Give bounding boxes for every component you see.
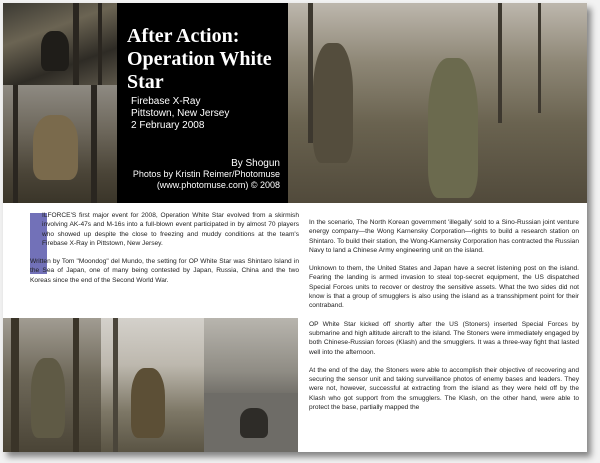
title-block	[117, 3, 288, 203]
photo-smoke-grenade	[101, 318, 204, 452]
photo-credit: Photos by Kristin Reimer/Photomuse	[132, 169, 280, 179]
event-location-line: Firebase X-Ray	[131, 96, 201, 107]
paragraph: At the end of the day, the Stoners were able to accomplish their objective of recovering and securing the sensor unit and taking surveillance photos of enemy bases and leaders. They were not, however, successful at extracting from the island as they were held off by the Klash who got support from the smugglers. The Klash, on the other hand, were able to protect the base, partially mapped the	[309, 366, 579, 412]
paragraph: Unknown to them, the United States and Japan have a secret listening post on the island. Fearing the landing is armed invasion to steal top-secret equipment, the US dispatched Special Forces units to recover or destroy the sensitive assets. What the two sides did not know is that a group of smugglers is also using the island as a transshipment point for their contraband.	[309, 265, 579, 310]
photo-sniper-in-ghillie	[3, 85, 117, 203]
paragraph: Written by Tom "Moondog" del Mundo, the setting for OP White Star was Shintaro Island in the Sea of Japan, one of many being contested by Japan, Russia, China and the two Koreas since the end of the Second World War.	[30, 258, 299, 284]
photo-player-behind-wall	[204, 318, 298, 452]
photo-soldier-with-rifle	[3, 318, 101, 452]
magazine-page	[3, 3, 587, 452]
article-column-right	[309, 218, 579, 421]
event-date: 2 February 2008	[131, 120, 205, 131]
paragraph: OP White Star kicked off shortly after the US (Stoners) inserted Special Forces by submarine and high altitude aircraft to the island. The Stoners were immediately engaged by both Chinese-Russian forces (Klash) and the smugglers. It was a three-way fight that lasted well into the afternoon.	[309, 320, 579, 356]
event-info	[131, 96, 229, 132]
photo-soldier-in-woods	[3, 3, 117, 85]
article-column-left	[30, 211, 299, 294]
article-title: After Action: Operation White Star	[127, 25, 272, 93]
author: By Shogun	[231, 158, 280, 169]
paragraph: ILFORCE'S first major event for 2008, Operation White Star evolved from a skirmish involving AK-47s and M-16s into a full-blown event participated in by almost 70 players who showed up despite the close to freezing and muddy conditions at the team's Firebase X-Ray in Pittstown, New Jersey.	[42, 212, 299, 247]
event-location-line: Pittstown, New Jersey	[131, 108, 230, 119]
photo-soldiers-advancing	[288, 3, 587, 203]
paragraph: In the scenario, The North Korean government 'illegally' sold to a Sino-Russian joint venture energy company—the Wong Karnensky Corporation—rights to build a research station on Shintaro. To build their station, the Wong-Karnensky Corporation has contracted the Russian Navy to land a Chinese Army engineering unit on the island.	[309, 219, 579, 254]
byline	[133, 158, 280, 191]
photo-credit-url: (www.photomuse.com) © 2008	[156, 180, 280, 190]
